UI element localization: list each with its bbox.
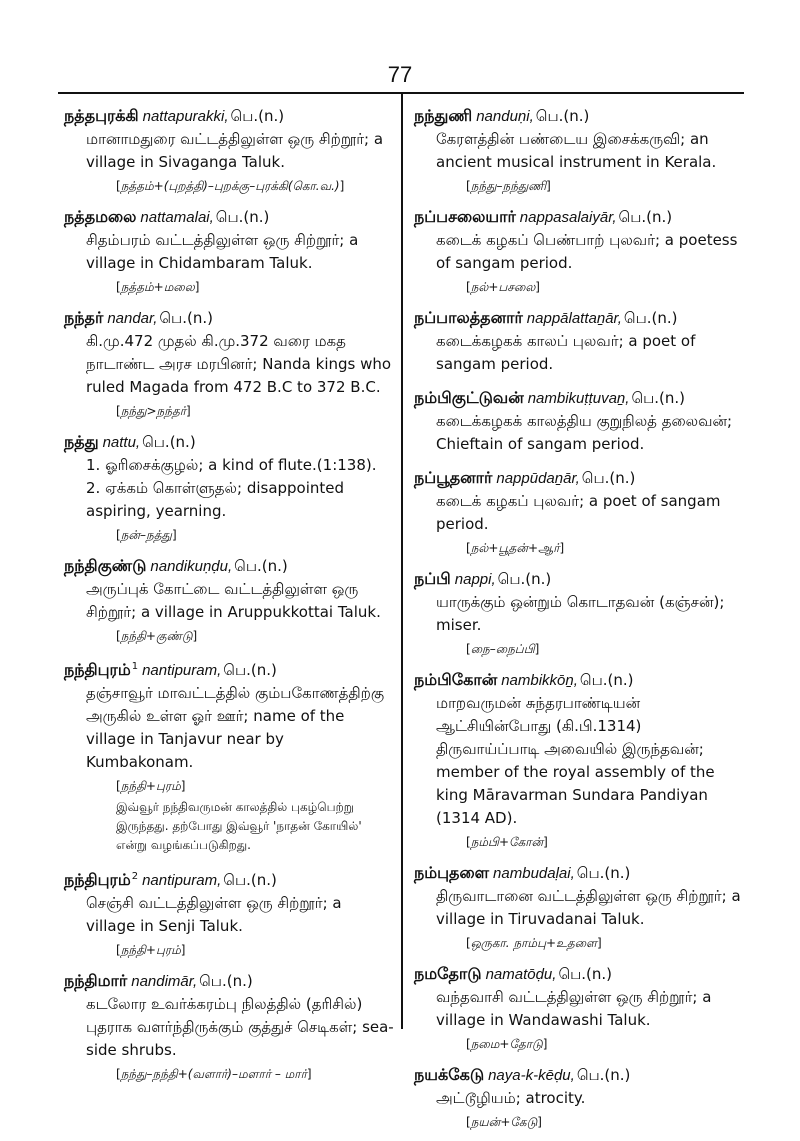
dictionary-entry: [414, 861, 744, 952]
part-of-speech: பெ.(n.): [618, 208, 673, 226]
transliteration: namatōḍu,: [485, 966, 557, 983]
etymology: [ நந்தி+புரம் ]: [116, 777, 394, 795]
dictionary-entry: [414, 306, 744, 376]
column-divider: [401, 94, 403, 1029]
entry-headline: [64, 865, 394, 892]
headword: நந்தர்: [64, 308, 104, 327]
definition: கி.மு.472 முதல் கி.மு.372 வரை மகத நாடாண்ட அரச மரபினர்; Nanda kings who ruled Magada from 472 B.C to 372 B.C.: [86, 332, 392, 396]
entry-headline: [414, 386, 744, 410]
entry-headline: [414, 962, 744, 986]
part-of-speech: பெ.(n.): [535, 107, 590, 125]
part-of-speech: பெ.(n.): [576, 864, 631, 882]
dictionary-entry: [64, 655, 394, 855]
etymology: [ நம்பி+கோன் ]: [466, 833, 744, 851]
entry-headline: [64, 655, 394, 682]
definition: கடைக்கழகக் காலப் புலவர்; a poet of sangam period.: [436, 332, 696, 373]
dictionary-entry: [414, 386, 744, 456]
transliteration: nanduṇi,: [476, 108, 534, 125]
part-of-speech: பெ.(n.): [159, 309, 213, 327]
headword: நப்பாலத்தனார்: [414, 308, 523, 327]
page-number: 77: [387, 62, 413, 87]
definition: அட்டூழியம்; atrocity.: [436, 1089, 586, 1107]
etymology: [ நன்–நத்து ]: [116, 526, 394, 544]
definition: கடைக் கழகப் புலவர்; a poet of sangam period.: [436, 492, 721, 533]
definition: தஞ்சாவூர் மாவட்டத்தில் கும்பகோணத்திற்கு அருகில் உள்ள ஓர் ஊர்; name of the village in Tanjavur near by Kumbakonam.: [86, 684, 385, 771]
transliteration: nappālattaṉār,: [526, 310, 622, 327]
headword: நத்தபுரக்கி: [64, 106, 139, 125]
definition: கடைக் கழகப் பெண்பாற் புலவர்; a poetess of sangam period.: [436, 231, 738, 272]
definition: மானாமதுரை வட்டத்திலுள்ள ஒரு சிற்றூர்; a village in Sivaganga Taluk.: [86, 130, 384, 171]
definition: திருவாடானை வட்டத்திலுள்ள ஒரு சிற்றூர்; a village in Tiruvadanai Taluk.: [436, 887, 741, 928]
definition: செஞ்சி வட்டத்திலுள்ள ஒரு சிற்றூர்; a village in Senji Taluk.: [86, 894, 342, 935]
part-of-speech: பெ.(n.): [623, 309, 678, 327]
transliteration: nattapurakki,: [142, 108, 229, 125]
entry-headline: [414, 205, 744, 229]
entry-headline: [414, 861, 744, 885]
dictionary-entry: [414, 668, 744, 851]
transliteration: nappūdaṉār,: [496, 470, 580, 487]
headword: நம்புதளை: [414, 863, 490, 882]
part-of-speech: பெ.(n.): [579, 671, 634, 689]
etymology: [ நந்தி+புரம் ]: [116, 941, 394, 959]
etymology: [ நயன்+கேடு ]: [466, 1113, 744, 1131]
etymology: [ நத்தம்+மலை ]: [116, 278, 394, 296]
dictionary-entry: [414, 567, 744, 658]
headword: நம்பிகுட்டுவன்: [414, 388, 524, 407]
headword: நயக்கேடு: [414, 1065, 485, 1084]
transliteration: nattu,: [102, 434, 141, 451]
definition: 1. ஓரிசைக்குழல்; a kind of flute.(1:138). 2. ஏக்கம் கொள்ளுதல்; disappointed aspiring, yearning.: [86, 456, 377, 520]
entry-headline: [64, 104, 394, 128]
transliteration: nantipuram,: [142, 662, 222, 679]
headword: நந்திபுரம்: [64, 660, 131, 679]
etymology: [ நந்து>நந்தர் ]: [116, 402, 394, 420]
definition: அருப்புக் கோட்டை வட்டத்திலுள்ள ஒரு சிற்றூர்; a village in Aruppukkottai Taluk.: [86, 580, 381, 621]
dictionary-entry: [64, 306, 394, 420]
etymology: [ நல்+பசலை ]: [466, 278, 744, 296]
etymology: [ நந்து–நந்தி+(வளார்)–மளார் – மார் ]: [116, 1065, 394, 1083]
headword: நம்பிகோன்: [414, 670, 498, 689]
entry-headline: [414, 306, 744, 330]
headword: நந்திபுரம்: [64, 870, 131, 889]
part-of-speech: பெ.(n.): [581, 469, 636, 487]
part-of-speech: பெ.(n.): [215, 208, 270, 226]
entry-note: இவ்வூர் நந்திவருமன் காலத்தில் புகழ்பெற்று இருந்தது. தற்போது இவ்வூர் 'நாதன் கோயில்' என்று வழங்கப்படுகிறது.: [116, 800, 362, 852]
dictionary-entry: [64, 865, 394, 959]
transliteration: nambikkōṉ,: [501, 672, 578, 689]
part-of-speech: பெ.(n.): [558, 965, 613, 983]
transliteration: nandikuṇḍu,: [150, 558, 233, 575]
part-of-speech: பெ.(n.): [234, 557, 288, 575]
etymology: [ நந்தி+குண்டு ]: [116, 627, 394, 645]
transliteration: nappasalaiyār,: [519, 209, 617, 226]
headword: நப்பசலையார்: [414, 207, 516, 226]
dictionary-entry: [64, 104, 394, 195]
headword-index: 1: [131, 661, 139, 672]
definition: வந்தவாசி வட்டத்திலுள்ள ஒரு சிற்றூர்; a village in Wandawashi Taluk.: [436, 988, 712, 1029]
part-of-speech: பெ.(n.): [497, 570, 552, 588]
dictionary-entry: [414, 466, 744, 557]
definition: சிதம்பரம் வட்டத்திலுள்ள ஒரு சிற்றூர்; a village in Chidambaram Taluk.: [86, 231, 359, 272]
etymology: [ நை–நைப்பி ]: [466, 640, 744, 658]
etymology: [ ஒருகா. நாம்பு+உதளை ]: [466, 934, 744, 952]
headword: நத்து: [64, 432, 99, 451]
transliteration: nappi,: [454, 571, 496, 588]
part-of-speech: பெ.(n.): [631, 389, 686, 407]
headword: நத்தமலை: [64, 207, 137, 226]
definition: மாறவருமன் சுந்தரபாண்டியன் ஆட்சியின்போது (கி.பி.1314) திருவாய்ப்பாடி அவையில் இருந்தவன்; member of the royal assembly of the king Māravarman Sundara Pandiyan (1314 AD).: [436, 694, 715, 827]
etymology: [ நந்து–நந்துணி ]: [466, 177, 744, 195]
entry-headline: [64, 554, 394, 578]
definition: கேரளத்தின் பண்டைய இசைக்கருவி; an ancient musical instrument in Kerala.: [436, 130, 717, 171]
definition: கடலோர உவர்க்கரம்பு நிலத்தில் (தரிசில்) புதராக வளர்ந்திருக்கும் குத்துச் செடிகள்; sea-side shrubs.: [86, 995, 394, 1059]
part-of-speech: பெ.(n.): [223, 661, 277, 679]
entry-headline: [414, 668, 744, 692]
etymology: [ நமை+தோடு ]: [466, 1035, 744, 1053]
transliteration: nandimār,: [131, 973, 198, 990]
entry-headline: [414, 466, 744, 490]
headword: நப்பி: [414, 569, 451, 588]
transliteration: nambikuṭṭuvaṉ,: [527, 390, 630, 407]
part-of-speech: பெ.(n.): [142, 433, 196, 451]
dictionary-entry: [64, 554, 394, 645]
headword: நமதோடு: [414, 964, 482, 983]
entry-headline: [64, 205, 394, 229]
dictionary-entry: [414, 205, 744, 296]
definition: யாருக்கும் ஒன்றும் கொடாதவன் (கஞ்சன்); miser.: [436, 593, 725, 634]
part-of-speech: பெ.(n.): [230, 107, 285, 125]
entry-headline: [414, 1063, 744, 1087]
transliteration: nambudaḷai,: [493, 865, 575, 882]
part-of-speech: பெ.(n.): [223, 871, 277, 889]
dictionary-entry: [64, 430, 394, 544]
headword: நந்திகுண்டு: [64, 556, 147, 575]
headword: நந்திமார்: [64, 971, 128, 990]
transliteration: naya-k-kēḍu,: [488, 1067, 575, 1084]
entry-headline: [414, 567, 744, 591]
headword: நந்துணி: [414, 106, 473, 125]
headword: நப்பூதனார்: [414, 468, 493, 487]
entry-headline: [64, 306, 394, 330]
right-column: [414, 104, 744, 1141]
dictionary-entry: [64, 205, 394, 296]
etymology: [ நல்+பூதன்+ஆர் ]: [466, 539, 744, 557]
left-column: [64, 104, 394, 1093]
headword-index: 2: [131, 871, 139, 882]
dictionary-entry: [64, 969, 394, 1083]
transliteration: nattamalai,: [140, 209, 214, 226]
part-of-speech: பெ.(n.): [199, 972, 253, 990]
dictionary-entry: [414, 104, 744, 195]
entry-headline: [414, 104, 744, 128]
part-of-speech: பெ.(n.): [576, 1066, 631, 1084]
dictionary-entry: [414, 962, 744, 1053]
definition: கடைக்கழகக் காலத்திய குறுநிலத் தலைவன்; Chieftain of sangam period.: [436, 412, 733, 453]
entry-headline: [64, 430, 394, 454]
entry-headline: [64, 969, 394, 993]
transliteration: nantipuram,: [142, 872, 222, 889]
etymology: [ நத்தம்+(புறத்தி)–புறக்கு–புரக்கி(கொ.வ.) ]: [116, 177, 394, 195]
transliteration: nandar,: [107, 310, 158, 327]
dictionary-entry: [414, 1063, 744, 1131]
